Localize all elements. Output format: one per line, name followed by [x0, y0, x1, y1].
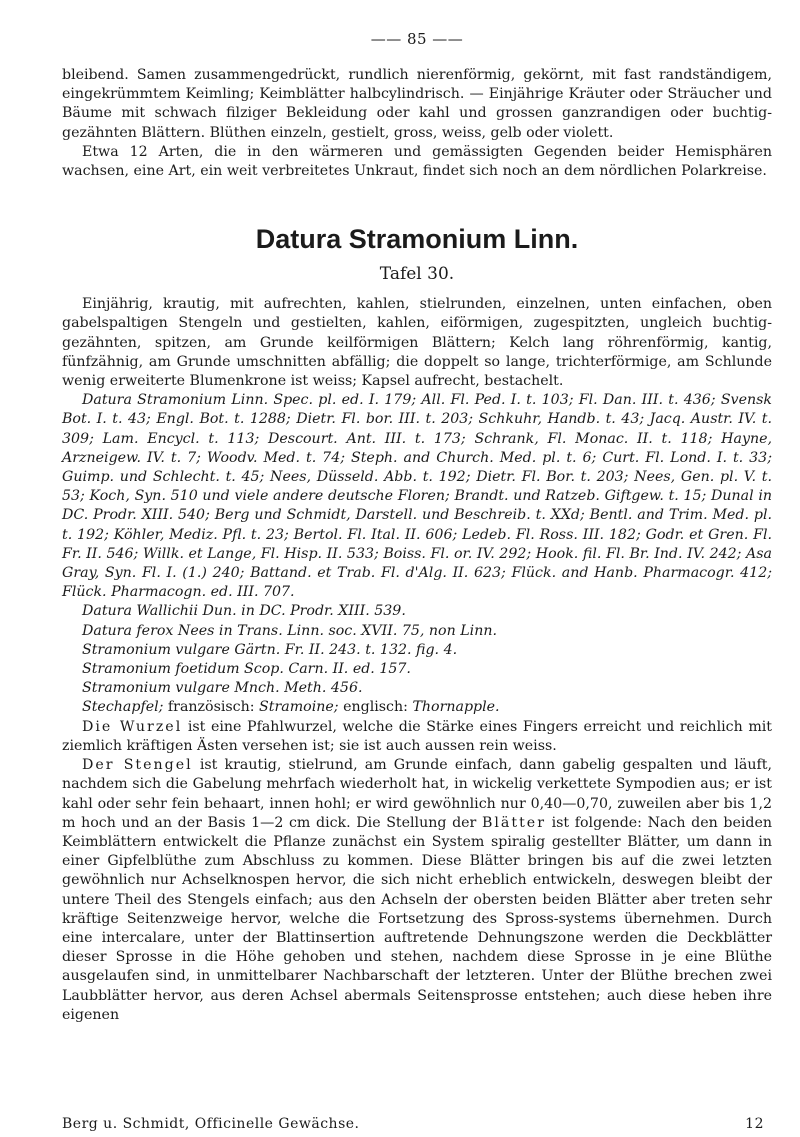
common-names [62, 698, 772, 717]
synonym-ferox: Datura ferox Nees in Trans. Linn. soc. XVII. 75, non Linn. [82, 622, 497, 639]
common-name-french: Stramoine; [259, 699, 339, 716]
root-heading: Die Wurzel [82, 718, 183, 735]
intro-paragraph-2: Etwa 12 Arten, die in den wärmeren und gemässigten Gegenden beider Hemisphären wachsen, eine Art, ein weit verbreitetes Unkraut, findet sich noch an dem nördlichen Polarkreise. [62, 143, 772, 180]
literature-references: Datura Stramonium Linn. Spec. pl. ed. I. 179; All. Fl. Ped. I. t. 103; Fl. Dan. III. t. 436; Svensk Bot. I. t. 43; Engl. Bot. t. 1288; Dietr. Fl. bor. III. t. 203; Schkuhr, Handb. t. 43; Jacq. Austr. IV. t. 309; Lam. Encycl. t. 113; Descourt. Ant. III. t. 173; Schrank, Fl. Monac. II. t. 118; Hayne, Arzneigew. IV. t. 7; Woodv. Med. t. 74; Steph. and Church. Med. pl. t. 6; Curt. Fl. Lond. I. t. 33; Guimp. und Schlecht. t. 45; Nees, Düsseld. Abb. t. 192; Dietr. Fl. Bor. t. 203; Nees, Gen. pl. V. t. 53; Koch, Syn. 510 und viele andere deutsche Floren; Brandt. und Ratzeb. Giftgew. t. 15; Dunal in DC. Prodr. XIII. 540; Berg und Schmidt, Darstell. und Beschreib. t. XXd; Bentl. and Trim. Med. pl. t. 192; Köhler, Mediz. Pfl. t. 23; Bertol. Fl. Ital. II. 606; Ledeb. Fl. Ross. III. 182; Godr. et Gren. Fl. Fr. II. 546; Willk. et Lange, Fl. Hisp. II. 533; Boiss. Fl. or. IV. 292; Hook. fil. Fl. Br. Ind. IV. 242; Asa Gray, Syn. Fl. I. (1.) 240; Battand. et Trab. Fl. d'Alg. II. 623; Flück. and Hanb. Pharmacogr. 412; Flück. Pharmacogn. ed. III. 707. [62, 392, 772, 601]
french-label: französisch: [167, 699, 255, 716]
footer-signature: 12 [745, 1116, 764, 1132]
synonym-wallichii: Datura Wallichii Dun. in DC. Prodr. XIII. 539. [82, 603, 406, 620]
stem-text: ist krautig, stielrund, am Grunde einfach, dann gabelig gespalten und läuft, nachdem sich die Gabelung mehrfach wiederholt hat, in wickelig verkettete Sympodien aus; er ist kahl oder sehr fein behaart, innen hohl; er wird gewöhnlich nur 0,40—0,70, zuweilen aber bis 1,2 m hoch und an der Basis 1—2 cm dick. Die Stellung der [62, 757, 772, 831]
synonym-vulgare-gaertn: Stramonium vulgare Gärtn. Fr. II. 243. t. 132. fig. 4. [82, 641, 458, 658]
stem-heading: Der Stengel [82, 757, 193, 774]
footer-publication: Berg u. Schmidt, Officinelle Gewächse. [62, 1116, 360, 1132]
species-description: Einjährig, krautig, mit aufrechten, kahlen, stielrunden, einzelnen, unten einfachen, oben gabelspaltigen Stengeln und gestielten, kahlen, eiförmigen, zugespitzten, ungleich buchtig-gezähnten, spitzen, am Grunde keilförmigen Blättern; Kelch lang röhrenförmig, kantig, fünfzähnig, am Grunde umschnitten abfällig; die doppelt so lange, trichterförmige, am Schlunde wenig erweiterte Blumenkrone ist weiss; Kapsel aufrecht, bestachelt. [62, 296, 772, 390]
root-text: ist eine Pfahlwurzel, welche die Stärke eines Fingers erreicht und reichlich mit ziemlich kräftigen Ästen versehen ist; sie ist auch aussen rein weiss. [62, 718, 773, 754]
root-paragraph [62, 718, 772, 756]
synonym-vulgare-mnch: Stramonium vulgare Mnch. Meth. 456. [82, 680, 363, 697]
stem-leaves-paragraph [62, 756, 772, 1025]
page-number: —— 85 —— [370, 30, 464, 48]
page-footer [62, 1116, 764, 1132]
english-label: englisch: [343, 699, 408, 716]
intro-paragraph-1: bleibend. Samen zusammengedrückt, rundlich nierenförmig, gekörnt, mit fast randständigem, eingekrümmtem Keimling; Keimblätter halbcylindrisch. — Einjährige Kräuter oder Sträucher und Bäume mit schwach filziger Bekleidung oder kahl und grossen ganzrandigen oder buchtig-gezähnten Blättern. Blüthen einzeln, gestielt, gross, weiss, gelb oder violett. [62, 67, 772, 141]
common-name-german: Stechapfel; [82, 699, 164, 716]
synonym-foetidum: Stramonium foetidum Scop. Carn. II. ed. 157. [82, 661, 411, 678]
leaves-text: ist folgende: Nach den beiden Keimblättern entwickelt die Pflanze zunächst ein System spiralig gestellter Blätter, um dann in einer Gipfelblüthe zum Abschluss zu kommen. Diese Blätter bringen bis auf die zwei letzten gewöhnlich nur Achselknospen hervor, die sich nicht erheblich entwickeln, deswegen bleibt der untere Theil des Stengels einfach; aus den Achseln der obersten beiden Blätter aber treten sehr kräftige Seitenzweige hervor, welche die Fortsetzung des Spross-systems übernehmen. Durch eine intercalare, unter der Blattinsertion auftretende Dehnungszone werden die Deckblätter dieser Sprosse in die Höhe gehoben und stehen, nachdem diese Sprosse in je eine Blüthe ausgelaufen sind, in unmittelbarer Nachbarschaft der letzteren. Unter der Blüthe brechen zwei Laubblätter hervor, aus deren Achsel abermals Seitensprosse entstehen; auch diese heben ihre eigenen [62, 814, 773, 1023]
species-title: Datura Stramonium Linn. [255, 224, 579, 255]
common-name-english: Thornapple. [412, 699, 500, 716]
leaves-heading: Blätter [481, 814, 546, 831]
synonym-list [62, 391, 772, 717]
plate-number: Tafel 30. [379, 264, 455, 285]
